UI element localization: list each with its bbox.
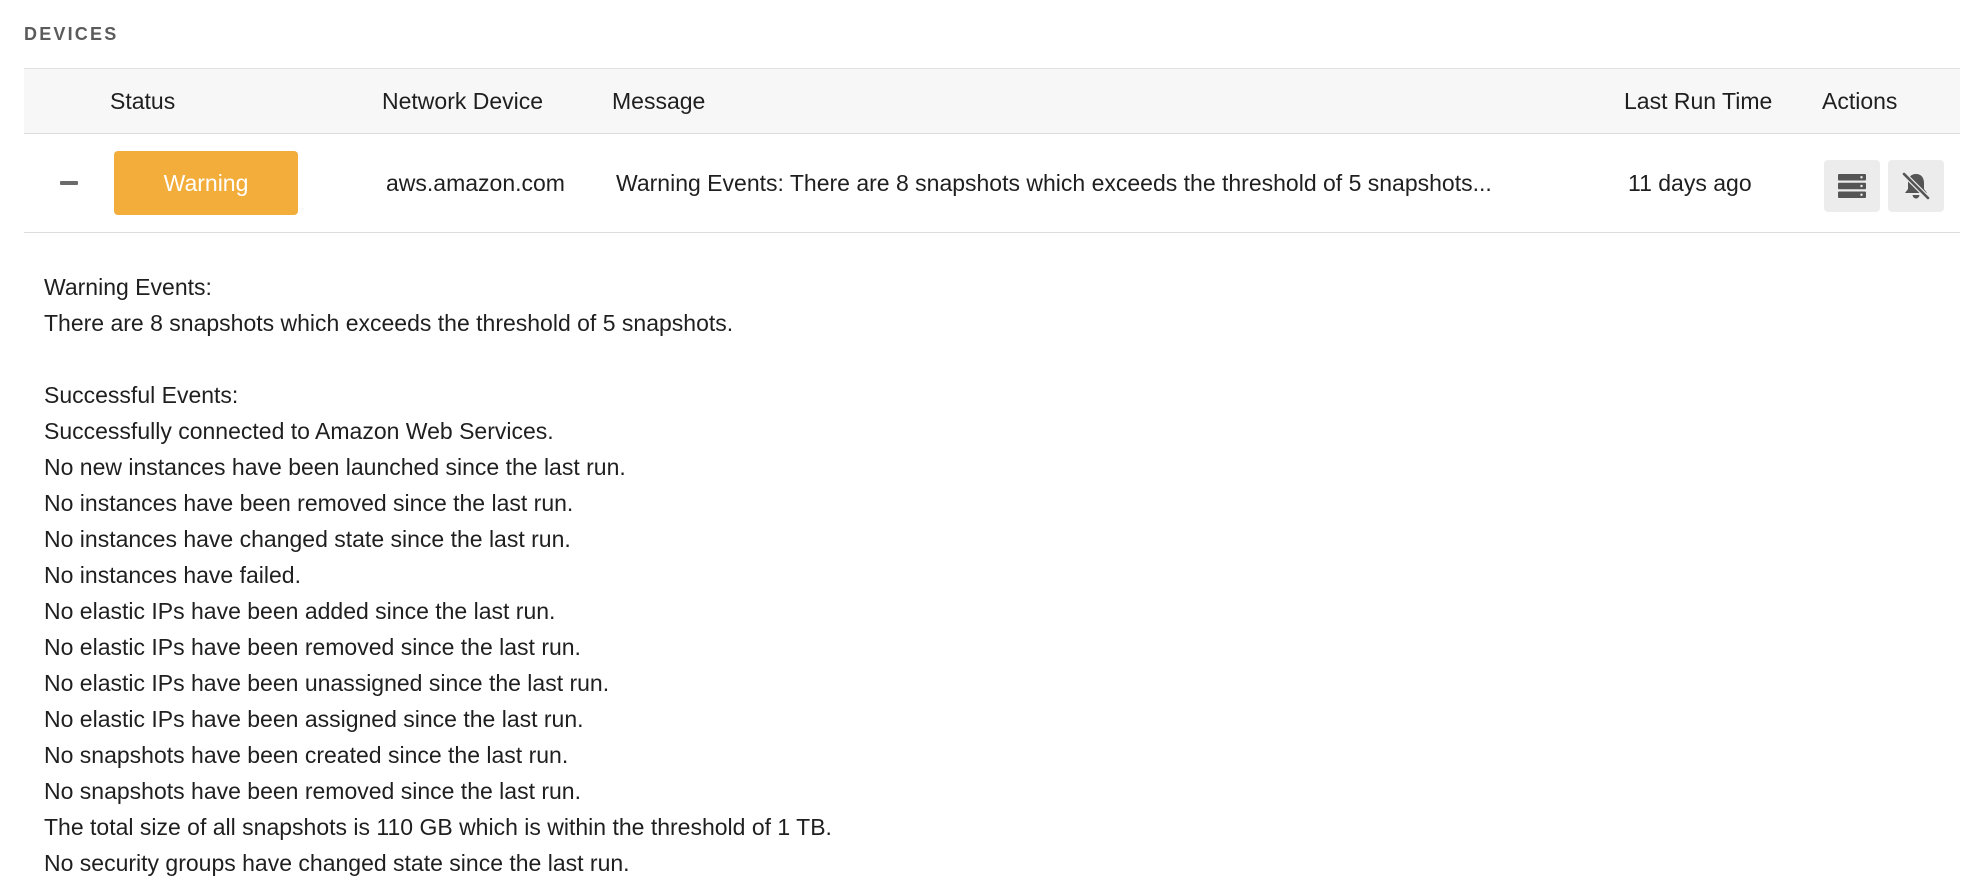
success-event-line: No elastic IPs have been unassigned since the last run. [44,670,610,696]
column-header-message[interactable]: Message [612,88,706,114]
success-event-line: No instances have been removed since the last run. [44,490,574,516]
column-header-status[interactable]: Status [110,88,176,114]
warning-event-line: There are 8 snapshots which exceeds the threshold of 5 snapshots. [44,310,734,336]
success-event-line: No snapshots have been removed since the last run. [44,778,581,804]
last-run-time-cell: 11 days ago [1628,170,1752,196]
devices-table [24,68,1960,233]
message-cell: Warning Events: There are 8 snapshots which exceeds the threshold of 5 snapshots... [616,170,1492,196]
success-event-line: No elastic IPs have been assigned since the last run. [44,706,584,732]
success-event-line: The total size of all snapshots is 110 GB which is within the threshold of 1 TB. [44,814,832,840]
status-badge: Warning [114,151,298,215]
table-header [24,68,1960,134]
device-event-details [44,269,832,881]
success-event-line: No new instances have been launched since the last run. [44,454,626,480]
section-title: DEVICES [24,24,119,44]
success-event-line: Successfully connected to Amazon Web Services. [44,418,554,444]
success-event-line: No elastic IPs have been added since the last run. [44,598,556,624]
collapse-row-button[interactable] [60,181,78,185]
server-icon [1837,173,1867,199]
success-event-line: No security groups have changed state since the last run. [44,850,630,876]
successful-events-title: Successful Events: [44,382,239,408]
success-event-line: No elastic IPs have been removed since the last run. [44,634,581,660]
column-header-network-device[interactable]: Network Device [382,88,544,114]
success-event-line: No snapshots have been created since the last run. [44,742,569,768]
warning-events-title: Warning Events: [44,274,212,300]
device-details-button[interactable] [1824,160,1880,212]
success-event-line: No instances have changed state since the last run. [44,526,571,552]
column-header-actions: Actions [1822,88,1898,114]
mute-notifications-button[interactable] [1888,160,1944,212]
table-row[interactable] [24,134,1960,233]
bell-off-icon [1900,170,1932,202]
success-event-line: No instances have failed. [44,562,301,588]
network-device-cell: aws.amazon.com [386,170,565,196]
column-header-last-run-time[interactable]: Last Run Time [1624,88,1773,114]
